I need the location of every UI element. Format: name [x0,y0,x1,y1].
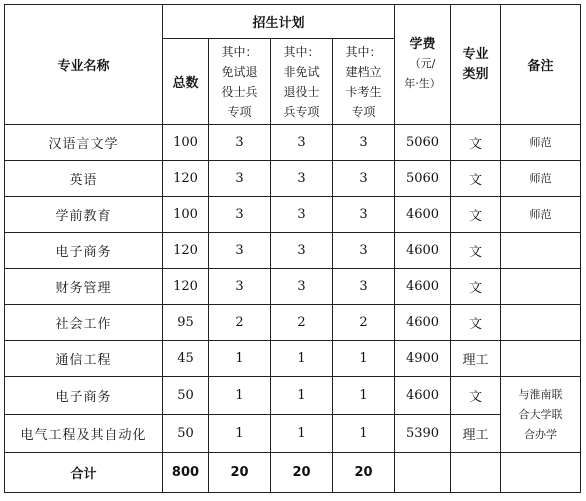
fee-title: 学费 [409,36,436,52]
quota-1-cell: 1 [209,341,271,377]
fee-unit-line-2: 年·生） [404,76,441,90]
type-cell: 文 [451,377,501,415]
table-row [5,341,581,377]
quota-3-cell: 2 [333,305,395,341]
sub-header-1-line-1: 其中： [221,44,258,59]
quota-3-cell: 1 [333,377,395,415]
sub-header-3-line-4: 专项 [351,104,376,119]
type-cell: 文 [451,305,501,341]
fee-unit-line-1: （元/ [409,56,436,70]
quota-3-cell: 1 [333,341,395,377]
table-row [5,415,581,453]
quota-3-cell: 3 [333,161,395,197]
totals-note [501,453,581,493]
sub-header-2 [271,39,333,125]
totals-type [451,453,501,493]
totals-total: 800 [163,453,209,493]
type-cell: 文 [451,233,501,269]
fee-cell: 5060 [395,161,451,197]
totals-quota-2: 20 [271,453,333,493]
fee-header [395,5,451,125]
total-cell: 100 [163,197,209,233]
quota-1-cell: 2 [209,305,271,341]
type-header [451,5,501,125]
sub-header-2-line-4: 兵专项 [283,104,320,119]
major-name-header: 专业名称 [5,5,163,125]
joint-program-note [501,377,581,453]
note-cell: 师范 [501,197,581,233]
major-cell: 电子商务 [5,233,163,269]
quota-3-cell: 3 [333,197,395,233]
quota-2-cell: 1 [271,377,333,415]
enrollment-plan-table [4,4,581,493]
note-header: 备注 [501,5,581,125]
fee-cell: 5390 [395,415,451,453]
note-cell [501,305,581,341]
total-cell: 120 [163,269,209,305]
sub-header-3-line-3: 卡考生 [345,84,382,99]
totals-label: 合计 [5,453,163,493]
sub-header-3-line-2: 建档立 [345,64,382,79]
sub-header-2-line-2: 非免试 [283,64,320,79]
joint-note-line-3: 合办学 [524,427,558,441]
total-cell: 50 [163,377,209,415]
note-cell [501,341,581,377]
major-cell: 通信工程 [5,341,163,377]
quota-3-cell: 3 [333,125,395,161]
type-cell: 文 [451,125,501,161]
header-row-top [5,5,581,39]
sub-header-1-line-3: 役士兵 [221,84,258,99]
totals-row [5,453,581,493]
fee-cell: 4600 [395,305,451,341]
quota-3-cell: 3 [333,233,395,269]
table-row [5,377,581,415]
note-cell: 师范 [501,161,581,197]
totals-quota-1: 20 [209,453,271,493]
plan-group-header: 招生计划 [163,5,395,39]
quota-2-cell: 3 [271,233,333,269]
quota-1-cell: 3 [209,197,271,233]
quota-2-cell: 3 [271,125,333,161]
sub-header-1 [209,39,271,125]
quota-2-cell: 1 [271,341,333,377]
type-cell: 文 [451,269,501,305]
table-row [5,197,581,233]
quota-1-cell: 3 [209,233,271,269]
sub-header-1-line-4: 专项 [227,104,252,119]
major-cell: 财务管理 [5,269,163,305]
totals-quota-3: 20 [333,453,395,493]
total-header: 总数 [163,39,209,125]
quota-2-cell: 3 [271,269,333,305]
major-cell: 汉语言文学 [5,125,163,161]
major-cell: 英语 [5,161,163,197]
major-cell: 社会工作 [5,305,163,341]
quota-2-cell: 1 [271,415,333,453]
joint-note-line-2: 合大学联 [518,407,563,421]
major-cell: 电子商务 [5,377,163,415]
quota-3-cell: 3 [333,269,395,305]
sub-header-1-line-2: 免试退 [221,64,258,79]
sub-header-3-line-1: 其中： [345,44,382,59]
table-row [5,161,581,197]
type-header-line-1: 专业 [462,46,489,62]
sub-header-2-line-3: 退役士 [283,84,320,99]
type-header-line-2: 类别 [462,66,489,82]
quota-2-cell: 3 [271,197,333,233]
note-cell [501,269,581,305]
quota-1-cell: 1 [209,415,271,453]
sub-header-2-line-1: 其中： [283,44,320,59]
total-cell: 120 [163,161,209,197]
total-cell: 50 [163,415,209,453]
table-row [5,125,581,161]
table-row [5,233,581,269]
quota-3-cell: 1 [333,415,395,453]
type-cell: 文 [451,161,501,197]
quota-1-cell: 3 [209,269,271,305]
type-cell: 文 [451,197,501,233]
table-row [5,269,581,305]
joint-note-line-1: 与淮南联 [518,387,563,401]
quota-1-cell: 3 [209,125,271,161]
type-cell: 理工 [451,341,501,377]
fee-cell: 4600 [395,233,451,269]
fee-cell: 5060 [395,125,451,161]
major-cell: 学前教育 [5,197,163,233]
total-cell: 100 [163,125,209,161]
note-cell [501,233,581,269]
note-cell: 师范 [501,125,581,161]
type-cell: 理工 [451,415,501,453]
fee-cell: 4900 [395,341,451,377]
quota-2-cell: 2 [271,305,333,341]
fee-cell: 4600 [395,269,451,305]
totals-fee [395,453,451,493]
total-cell: 120 [163,233,209,269]
total-cell: 95 [163,305,209,341]
sub-header-3 [333,39,395,125]
table-row [5,305,581,341]
quota-2-cell: 3 [271,161,333,197]
quota-1-cell: 3 [209,161,271,197]
quota-1-cell: 1 [209,377,271,415]
fee-cell: 4600 [395,197,451,233]
total-cell: 45 [163,341,209,377]
fee-cell: 4600 [395,377,451,415]
major-cell: 电气工程及其自动化 [5,415,163,453]
